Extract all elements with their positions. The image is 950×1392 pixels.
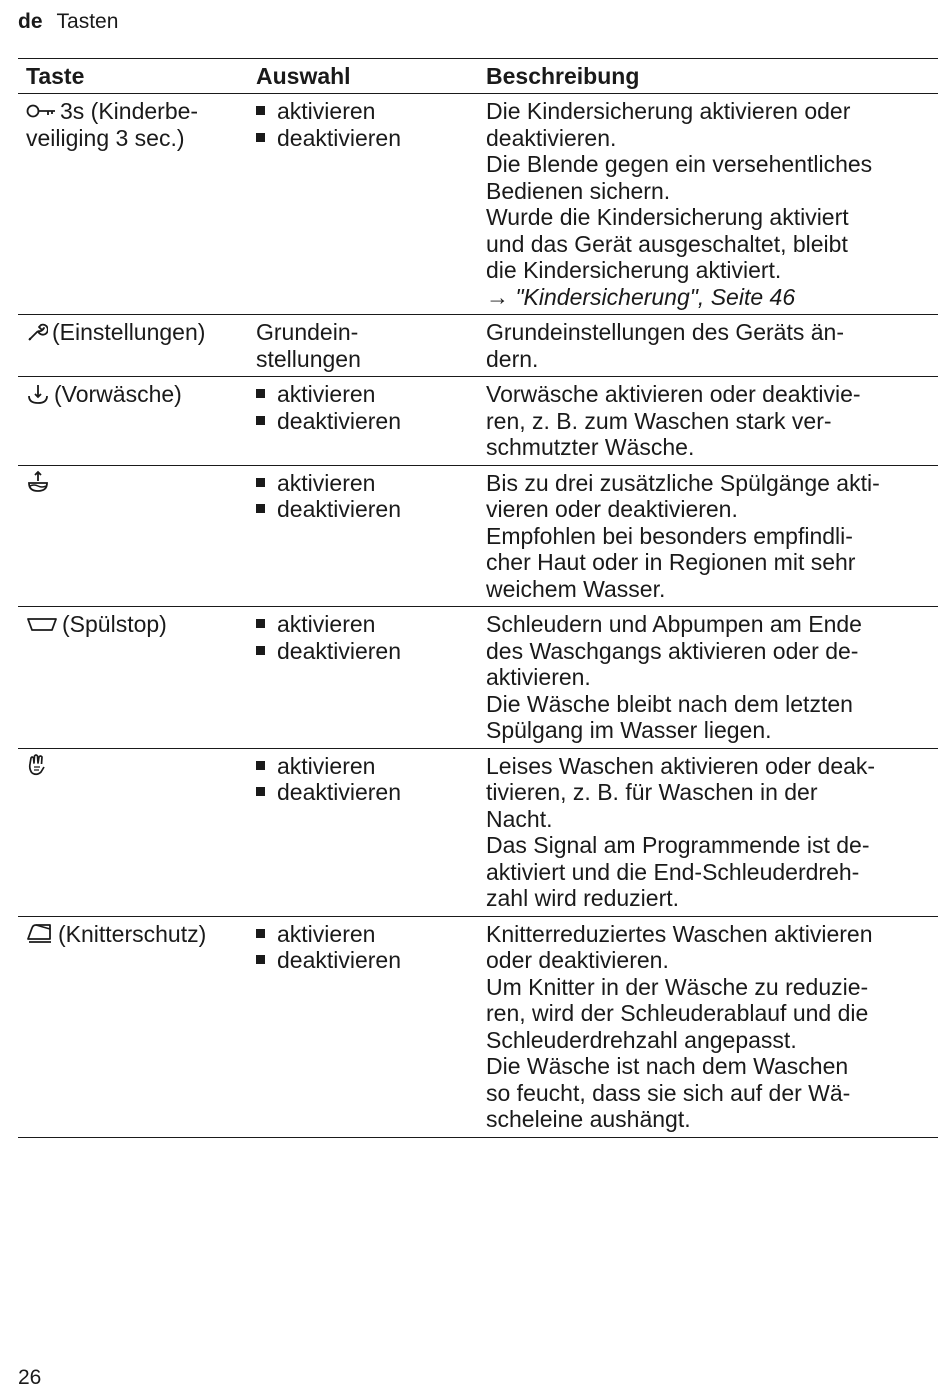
description-line: weichem Wasser.	[486, 575, 666, 602]
description-cell	[478, 94, 938, 315]
selection-cell	[248, 748, 478, 916]
description-line: Die Wäsche bleibt nach dem letzten	[486, 690, 853, 717]
description-line: deaktivieren.	[486, 124, 617, 151]
table-row	[18, 916, 938, 1137]
description-line: Bedienen sichern.	[486, 177, 671, 204]
description-line: Wurde die Kindersicherung aktiviert	[486, 204, 849, 230]
iron-icon	[26, 922, 54, 944]
description-line: Das Signal am Programmende ist de-	[486, 832, 870, 858]
description-line: Leises Waschen aktivieren oder deak-	[486, 752, 876, 779]
description-line: Um Knitter in der Wäsche zu reduzie-	[486, 973, 869, 1000]
description-cell	[478, 465, 938, 607]
description-line: tivieren, z. B. für Waschen in der	[486, 779, 818, 805]
description-line: Knitterreduziertes Waschen aktivieren	[486, 920, 873, 947]
description-line: scheleine aushängt.	[486, 1106, 691, 1132]
table-row	[18, 748, 938, 916]
list-item	[256, 921, 470, 948]
list-item	[256, 408, 470, 435]
column-header-selection: Auswahl	[248, 60, 478, 94]
description-line: des Waschgangs aktivieren oder de-	[486, 637, 859, 664]
table-row	[18, 465, 938, 607]
option-deactivate: deaktivieren	[277, 124, 402, 151]
key-label: veiliging 3 sec.)	[26, 124, 185, 151]
description-line: Empfohlen bei besonders empfindli-	[486, 522, 853, 549]
list-item	[256, 753, 470, 780]
option-activate: aktivieren	[277, 469, 376, 496]
key-label: (Einstellungen)	[52, 319, 206, 345]
description-line: Schleuderdrehzahl angepasst.	[486, 1026, 797, 1053]
description-line: aktiviert und die End-Schleuderdreh-	[486, 858, 860, 885]
option-activate: aktivieren	[277, 752, 376, 779]
selection-cell	[248, 377, 478, 466]
table-row	[18, 94, 938, 315]
description-line: aktivieren.	[486, 664, 591, 690]
option-activate: aktivieren	[277, 920, 376, 947]
list-item	[256, 125, 470, 152]
description-cell	[478, 916, 938, 1137]
column-header-key: Taste	[18, 60, 248, 94]
table-header-row	[18, 60, 938, 94]
list-item	[256, 611, 470, 638]
table-row	[18, 377, 938, 466]
selection-text: Grundein-	[256, 319, 359, 345]
list-item	[256, 381, 470, 408]
option-activate: aktivieren	[277, 381, 376, 407]
silent-wash-icon	[26, 753, 48, 777]
description-cell	[478, 377, 938, 466]
key-label: (Vorwäsche)	[54, 381, 182, 407]
description-line: Die Kindersicherung aktivieren oder	[486, 98, 851, 124]
language-code: de	[18, 10, 43, 33]
description-line: Grundeinstellungen des Geräts än-	[486, 319, 844, 345]
description-line: Spülgang im Wasser liegen.	[486, 717, 772, 743]
option-activate: aktivieren	[277, 611, 376, 637]
key-cell	[18, 916, 248, 1137]
key-cell	[18, 315, 248, 377]
list-item	[256, 496, 470, 523]
description-line: Die Wäsche ist nach dem Waschen	[486, 1053, 849, 1079]
wrench-icon	[26, 321, 48, 343]
selection-text: stellungen	[256, 345, 361, 372]
selection-cell	[248, 94, 478, 315]
selection-cell	[248, 607, 478, 749]
selection-cell	[248, 315, 478, 377]
option-deactivate: deaktivieren	[277, 637, 402, 664]
key-cell	[18, 465, 248, 607]
description-line: vieren oder deaktivieren.	[486, 496, 738, 522]
selection-cell	[248, 916, 478, 1137]
page-header	[18, 8, 118, 36]
description-cell	[478, 607, 938, 749]
key-cell	[18, 94, 248, 315]
option-deactivate: deaktivieren	[277, 779, 402, 805]
table-row	[18, 607, 938, 749]
list-item	[256, 779, 470, 806]
description-line: schmutzter Wäsche.	[486, 434, 695, 460]
description-line: Bis zu drei zusätzliche Spülgänge akti-	[486, 469, 880, 496]
description-line: so feucht, dass sie sich auf der Wä-	[486, 1079, 851, 1106]
description-line: die Kindersicherung aktiviert.	[486, 257, 782, 283]
extra-rinse-icon	[26, 470, 50, 494]
header-rule	[18, 58, 938, 59]
description-line: ren, z. B. zum Waschen stark ver-	[486, 407, 832, 434]
description-line: und das Gerät ausgeschaltet, bleibt	[486, 230, 848, 257]
description-line: oder deaktivieren.	[486, 947, 669, 973]
description-cell	[478, 315, 938, 377]
description-line: dern.	[486, 345, 539, 372]
table-row	[18, 315, 938, 377]
list-item	[256, 638, 470, 665]
key-cell	[18, 377, 248, 466]
key-label: 3s (Kinderbe-	[60, 98, 199, 124]
list-item	[256, 98, 470, 125]
description-line: Vorwäsche aktivieren oder deaktivie-	[486, 381, 861, 407]
page-number: 26	[18, 1366, 42, 1389]
rinse-hold-icon	[26, 615, 58, 633]
description-line: ren, wird der Schleuderablauf und die	[486, 1000, 869, 1026]
option-deactivate: deaktivieren	[277, 947, 402, 973]
key-label: (Spülstop)	[62, 611, 167, 637]
keys-table	[18, 60, 938, 1138]
description-line: Schleudern und Abpumpen am Ende	[486, 611, 862, 637]
description-line: Nacht.	[486, 805, 553, 832]
prewash-icon	[26, 382, 50, 406]
column-header-description: Beschreibung	[478, 60, 938, 94]
description-cell	[478, 748, 938, 916]
option-deactivate: deaktivieren	[277, 407, 402, 434]
option-deactivate: deaktivieren	[277, 496, 402, 522]
selection-cell	[248, 465, 478, 607]
page-reference-link[interactable]: → "Kindersicherung", Seite 46	[486, 283, 796, 310]
section-title: Tasten	[56, 10, 119, 33]
key-cell	[18, 748, 248, 916]
key-cell	[18, 607, 248, 749]
list-item	[256, 947, 470, 974]
option-activate: aktivieren	[277, 98, 376, 124]
description-line: zahl wird reduziert.	[486, 885, 680, 911]
list-item	[256, 470, 470, 497]
key-lock-icon	[26, 103, 56, 119]
description-line: Die Blende gegen ein versehentliches	[486, 151, 873, 177]
description-line: cher Haut oder in Regionen mit sehr	[486, 549, 856, 575]
key-label: (Knitterschutz)	[58, 920, 207, 947]
